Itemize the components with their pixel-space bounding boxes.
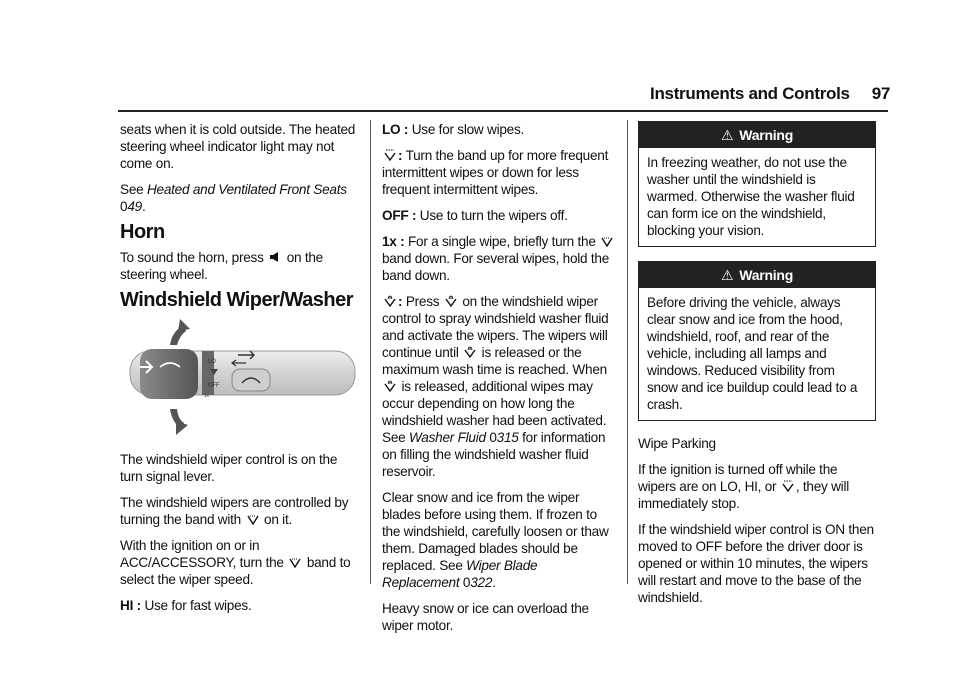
definition-off: OFF : Use to turn the wipers off. bbox=[382, 208, 568, 223]
lever-label-1x: 1x bbox=[204, 393, 209, 399]
definition-hi: HI : Use for fast wipes. bbox=[120, 598, 252, 613]
warning-box bbox=[638, 121, 876, 247]
page-header bbox=[650, 84, 890, 104]
paragraph: seats when it is cold outside. The heated steering wheel indicator light may not come on. bbox=[120, 122, 356, 171]
warning-text: In freezing weather, do not use the washer until the windshield is warmed. Otherwise the washer fluid can form ice on the windshield, blocking your vision. bbox=[647, 155, 855, 238]
section-heading-horn: Horn bbox=[120, 221, 165, 243]
section-title: Instruments and Controls bbox=[650, 84, 850, 103]
page-ref-arrow-icon: 0 bbox=[462, 575, 471, 590]
reference-link[interactable]: Wiper Blade Replacement bbox=[382, 558, 538, 590]
wiper-icon bbox=[601, 235, 613, 247]
horn-icon bbox=[269, 251, 281, 263]
page-number: 97 bbox=[871, 84, 890, 103]
column-1 bbox=[120, 121, 360, 623]
definition-intermittent: : Turn the band up for more frequent intermittent wipes or down for less frequent intermittent wipes. bbox=[382, 148, 609, 197]
reference-link[interactable]: Heated and Ventilated Front Seats bbox=[146, 182, 347, 197]
subheading-wipe-parking: Wipe Parking bbox=[638, 436, 716, 451]
wiper-icon bbox=[247, 513, 259, 525]
wiper-lever-illustration bbox=[120, 317, 360, 437]
reference-page[interactable]: 49 bbox=[127, 199, 142, 214]
column-divider-1 bbox=[370, 120, 371, 584]
definition-lo: LO : Use for slow wipes. bbox=[382, 122, 525, 137]
paragraph: If the ignition is turned off while the wipers are on LO, HI, or , they will immediately stop. bbox=[638, 462, 849, 511]
warning-header: ⚠ Warning bbox=[639, 262, 875, 288]
reference-page[interactable]: 322 bbox=[470, 575, 493, 590]
definition-washer: : Press on the windshield wiper control to spray windshield washer fluid and activate the wipers. The wipers will continue until is released or the maximum wash time is reached. When is released, additional wipes may occur depending on how long the windshield washer had been activated. See Washer Fluid 0315 for information on filling the windshield washer fluid reservoir. bbox=[382, 294, 609, 479]
paragraph: With the ignition on or in ACC/ACCESSORY, turn the band to select the wiper speed. bbox=[120, 538, 351, 587]
warning-triangle-icon: ⚠ bbox=[720, 127, 734, 143]
lever-label-lo: LO bbox=[208, 359, 216, 365]
wiper-intermittent-icon bbox=[782, 480, 794, 492]
paragraph: The windshield wiper control is on the turn signal lever. bbox=[120, 452, 338, 484]
page-ref-arrow-icon: 0 bbox=[120, 199, 128, 214]
paragraph: To sound the horn, press on the steering wheel. bbox=[120, 250, 323, 282]
reference-page[interactable]: 315 bbox=[496, 430, 519, 445]
header-rule bbox=[118, 110, 888, 112]
warning-header: ⚠ Warning bbox=[639, 122, 875, 148]
wiper-intermittent-icon bbox=[384, 149, 396, 161]
washer-icon bbox=[384, 295, 396, 307]
page-ref-arrow-icon: 0 bbox=[489, 430, 497, 445]
washer-icon bbox=[445, 295, 457, 307]
see-reference: See Heated and Ventilated Front Seats 049. bbox=[120, 182, 347, 214]
definition-1x: 1x : For a single wipe, briefly turn the band down. For several wipes, hold the band down. bbox=[382, 233, 616, 284]
lever-label-off: OFF bbox=[208, 383, 220, 389]
paragraph: Heavy snow or ice can overload the wiper motor. bbox=[382, 601, 589, 633]
warning-box bbox=[638, 261, 876, 421]
paragraph: Clear snow and ice from the wiper blades before using them. If frozen to the windshield, carefully loosen or thaw them. Damaged blades should be replaced. See Wiper Blade Replacement 0322. bbox=[382, 490, 609, 590]
paragraph: If the windshield wiper control is ON then moved to OFF before the driver door is opened or within 10 minutes, the wipers will restart and move to the base of the windshield. bbox=[638, 522, 874, 605]
column-2 bbox=[382, 121, 616, 643]
column-divider-2 bbox=[627, 120, 628, 584]
warning-text: Before driving the vehicle, always clear snow and ice from the hood, windshield, roof, and rear of the vehicle, including all lamps and windows. Reduced visibility from snow and ice buildup could lead to a crash. bbox=[647, 295, 858, 412]
column-3 bbox=[638, 121, 876, 615]
reference-link[interactable]: Washer Fluid bbox=[408, 430, 486, 445]
section-heading-wiper: Windshield Wiper/Washer bbox=[120, 289, 353, 311]
paragraph: The windshield wipers are controlled by turning the band with on it. bbox=[120, 495, 349, 527]
warning-triangle-icon: ⚠ bbox=[720, 267, 734, 283]
washer-icon bbox=[464, 346, 476, 358]
wiper-icon bbox=[289, 556, 301, 568]
washer-icon bbox=[384, 380, 396, 392]
